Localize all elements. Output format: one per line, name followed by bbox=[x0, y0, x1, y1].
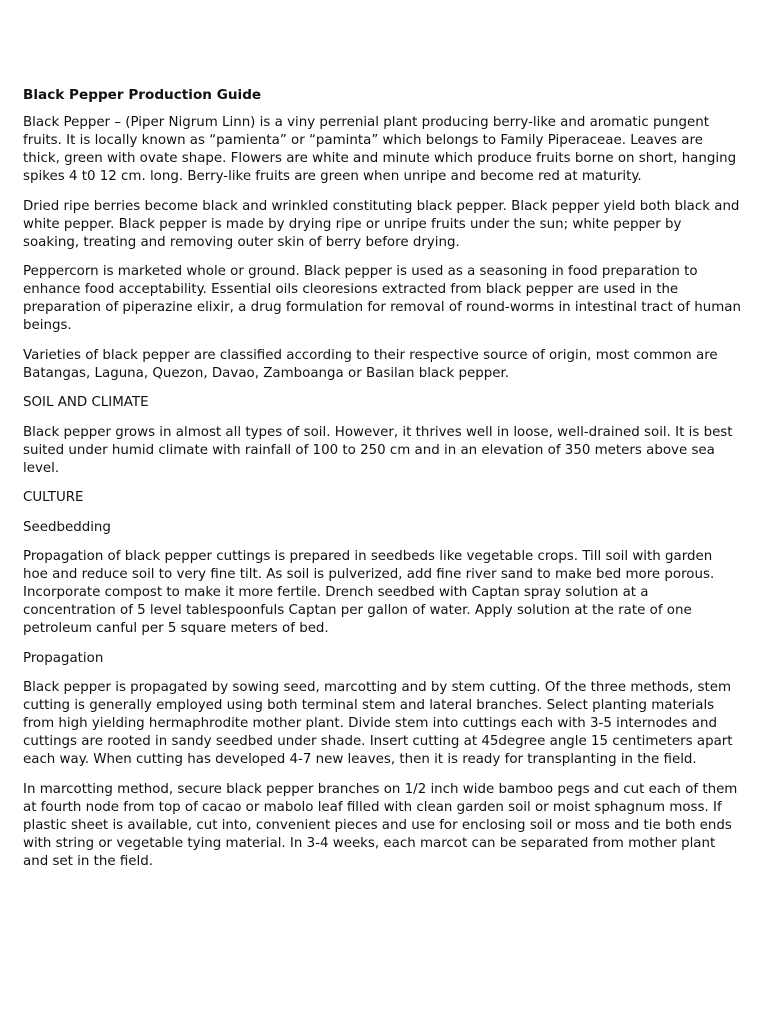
paragraph-dried-berries: Dried ripe berries become black and wrinkled constituting black pepper. Black pepper yield both black and white pepper. Black pepper is made by drying ripe or unripe fruits under the sun; white pepper by soaking, treating and removing outer skin of berry before drying. bbox=[23, 198, 740, 250]
subheading-propagation: Propagation bbox=[23, 650, 104, 666]
paragraph-propagation: Black pepper is propagated by sowing seed, marcotting and by stem cutting. Of the three methods, stem cutting is generally employed using both terminal stem and lateral branches. Select planting materials from high yielding hermaphrodite mother plant. Divide stem into cuttings each with 3-5 internodes and cuttings are rooted in sandy seedbed under shade. Insert cutting at 45degree angle 15 centimeters apart each way. When cutting has developed 4-7 new leaves, then it is ready for transplanting in the field. bbox=[23, 680, 733, 767]
section-heading-soil-climate: SOIL AND CLIMATE bbox=[23, 395, 149, 410]
paragraph-marcotting: In marcotting method, secure black pepper branches on 1/2 inch wide bamboo pegs and cut each of them at fourth node from top of cacao or mabolo leaf filled with clean garden soil or moist sphagnum moss. If plastic sheet is available, cut into, convenient pieces and use for enclosing soil or moss and tie both ends with string or vegetable tying material. In 3-4 weeks, each marcot can be separated from mother plant and set in the field. bbox=[23, 781, 738, 869]
paragraph-seedbedding: Propagation of black pepper cuttings is prepared in seedbeds like vegetable crops. Till soil with garden hoe and reduce soil to very fine tilt. As soil is pulverized, add fine river sand to make bed more porous. Incorporate compost to make it more fertile. Drench seedbed with Captan spray solution at a concentration of 5 level tablespoonfuls Captan per gallon of water. Apply solution at the rate of one petroleum canful per 5 square meters of bed. bbox=[23, 549, 715, 636]
subheading-seedbedding: Seedbedding bbox=[23, 519, 111, 535]
paragraph-peppercorn-uses: Peppercorn is marketed whole or ground. Black pepper is used as a seasoning in food preparation to enhance food acceptability. Essential oils cleoresions extracted from black pepper are used in the preparation of piperazine elixir, a drug formulation for removal of round-worms in intestinal tract of human beings. bbox=[23, 264, 741, 333]
paragraph-soil-climate: Black pepper grows in almost all types of soil. However, it thrives well in loose, well-drained soil. It is best suited under humid climate with rainfall of 100 to 250 cm and in an elevation of 350 meters above sea level. bbox=[23, 424, 733, 476]
document-page bbox=[23, 86, 741, 882]
paragraph-description: Black Pepper – (Piper Nigrum Linn) is a viny perrenial plant producing berry-like and aromatic pungent fruits. It is locally known as “pamienta” or “paminta” which belongs to Family Piperaceae. Leaves are thick, green with ovate shape. Flowers are white and minute which produce fruits borne on short, hanging spikes 4 t0 12 cm. long. Berry-like fruits are green when unripe and become red at maturity. bbox=[23, 115, 737, 184]
document-title: Black Pepper Production Guide bbox=[23, 87, 262, 103]
section-heading-culture: CULTURE bbox=[23, 490, 84, 505]
paragraph-varieties: Varieties of black pepper are classified according to their respective source of origin, most common are Batangas, Laguna, Quezon, Davao, Zamboanga or Basilan black pepper. bbox=[23, 347, 718, 381]
